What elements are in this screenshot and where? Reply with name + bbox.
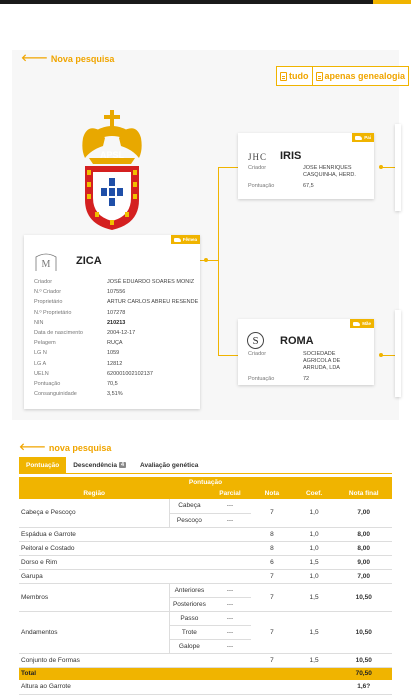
tree-connector	[200, 260, 218, 261]
gender-badge	[171, 235, 200, 244]
table-row	[19, 499, 392, 513]
subregion-cell	[169, 569, 208, 583]
table-row	[19, 680, 392, 694]
partial-cell: ---	[209, 611, 251, 625]
detail-label: LG N	[34, 350, 47, 357]
sire-badge-label: Pai	[364, 135, 371, 140]
partial-cell	[209, 569, 251, 583]
pdf-icon	[316, 72, 323, 81]
detail-label: Data de nascimento	[34, 330, 83, 337]
coef-cell: 1,5	[293, 611, 336, 653]
tree-connector	[218, 167, 238, 168]
grade-cell: 8	[251, 541, 293, 555]
detail-value: 67,5	[303, 183, 314, 190]
subregion-cell: Anteriores	[169, 583, 208, 597]
arrow-left-icon: 🡐	[21, 53, 48, 64]
detail-label: NIN	[34, 319, 44, 326]
final-cell: 9,00	[335, 555, 392, 569]
gender-badge-label: Fêmea	[182, 237, 197, 242]
coef-cell: 1,5	[293, 583, 336, 611]
detail-row	[248, 374, 363, 385]
tab-avalia-o-gen-tica[interactable]	[133, 457, 205, 473]
subregion-cell	[169, 527, 208, 541]
col-coef: Coef.	[293, 488, 336, 499]
detail-label: Criador	[248, 165, 267, 171]
dam-name: ROMA	[280, 335, 314, 347]
grade-cell: 7	[251, 583, 293, 611]
subregion-cell: Cabeça	[169, 499, 208, 513]
col-region: Região	[19, 488, 169, 499]
subregion-cell	[169, 541, 208, 555]
grade-cell: 7	[251, 653, 293, 667]
tab-descend-ncia[interactable]	[66, 457, 133, 473]
table-row	[19, 583, 392, 597]
score-group-header: Pontuação	[19, 477, 392, 488]
export-genealogy-label: apenas genealogia	[324, 71, 406, 81]
export-buttons	[276, 66, 409, 86]
sire-name: IRIS	[280, 150, 302, 162]
detail-value: 2004-12-17	[107, 330, 136, 337]
export-all-label: tudo	[289, 71, 309, 81]
detail-row	[34, 287, 198, 297]
detail-row	[34, 277, 198, 287]
tab-count-badge: 4	[120, 462, 125, 468]
total-value: 70,50	[335, 667, 392, 680]
horse-icon	[355, 136, 362, 140]
partial-cell: ---	[209, 499, 251, 513]
partial-cell	[209, 555, 251, 569]
partial-cell	[209, 527, 251, 541]
new-search-link[interactable]	[21, 54, 114, 64]
subject-card[interactable]	[24, 235, 200, 409]
new-search-bottom-label: nova pesquisa	[48, 443, 112, 453]
partial-cell: ---	[209, 597, 251, 611]
final-cell: 10,50	[335, 583, 392, 611]
subject-name: ZICA	[76, 255, 102, 267]
height-label: Altura ao Garrote	[19, 680, 169, 694]
subregion-cell	[169, 555, 208, 569]
detail-value: 107556	[107, 289, 126, 296]
sire-details	[248, 163, 363, 192]
pdf-icon	[280, 72, 287, 81]
dam-card[interactable]	[238, 319, 374, 385]
col-grade: Nota	[251, 488, 293, 499]
sire-card[interactable]	[238, 133, 374, 199]
detail-row	[34, 297, 198, 307]
table-row	[19, 541, 392, 555]
final-cell: 10,50	[335, 653, 392, 667]
detail-row	[34, 308, 198, 318]
horse-icon	[174, 238, 181, 242]
partial-cell: ---	[209, 639, 251, 653]
table-row	[19, 611, 392, 625]
breeder-brand-logo	[34, 251, 58, 273]
subregion-cell: Galope	[169, 639, 208, 653]
region-cell: Cabeça e Pescoço	[19, 499, 169, 527]
detail-value: SOCIEDADE AGRICOLA DE ARRUDA, LDA	[303, 351, 341, 372]
export-all-button[interactable]	[277, 67, 312, 85]
col-subregion	[169, 488, 208, 499]
subregion-cell: Posteriores	[169, 597, 208, 611]
tree-connector	[381, 167, 395, 168]
arrow-left-icon: 🡐	[19, 442, 46, 453]
coef-cell: 1,0	[293, 499, 336, 527]
breeder-brand-logo: JHC	[248, 152, 268, 162]
subregion-cell: Passo	[169, 611, 208, 625]
detail-label: N.º Criador	[34, 289, 62, 296]
export-genealogy-button[interactable]	[312, 67, 409, 85]
detail-row	[34, 379, 198, 389]
detail-value: JOSÉ EDUARDO SOARES MONIZ	[107, 279, 195, 286]
apsl-crest-logo	[77, 108, 147, 232]
detail-row	[34, 389, 198, 399]
grade-cell: 7	[251, 499, 293, 527]
subregion-cell	[169, 653, 208, 667]
detail-label: Criador	[34, 279, 53, 286]
tree-connector	[218, 355, 238, 356]
grandparent-card-edge[interactable]	[395, 310, 401, 397]
final-cell: 7,00	[335, 569, 392, 583]
final-cell: 8,00	[335, 541, 392, 555]
detail-label: N.º Proprietário	[34, 309, 72, 316]
detail-value: JOSE HENRIQUES CASQUINHA, HERD.	[303, 165, 356, 179]
detail-row	[34, 328, 198, 338]
detail-row	[34, 318, 198, 328]
detail-row	[248, 163, 363, 181]
table-row	[19, 527, 392, 541]
new-search-link-bottom[interactable]	[19, 443, 111, 453]
breeder-brand-text: S	[252, 334, 259, 347]
detail-value: 72	[303, 376, 310, 383]
grade-cell: 7	[251, 611, 293, 653]
final-cell: 7,00	[335, 499, 392, 527]
region-cell: Membros	[19, 583, 169, 611]
partial-cell	[209, 541, 251, 555]
dam-badge	[350, 319, 374, 328]
total-row	[19, 667, 392, 680]
region-cell: Garupa	[19, 569, 169, 583]
detail-row	[34, 348, 198, 358]
region-cell: Espádua e Garrote	[19, 527, 169, 541]
grade-cell: 7	[251, 569, 293, 583]
top-bar-accent	[373, 0, 411, 4]
sire-badge	[352, 133, 374, 142]
tab-label: Pontuação	[26, 461, 60, 469]
new-search-label: Nova pesquisa	[50, 54, 115, 64]
total-label: Total	[19, 667, 169, 680]
detail-label: Consanguinidade	[34, 391, 77, 398]
tab-label: Descendência	[73, 461, 117, 469]
final-cell: 8,00	[335, 527, 392, 541]
grade-cell: 6	[251, 555, 293, 569]
region-cell: Conjunto de Formas	[19, 653, 169, 667]
detail-label: Pontuação	[34, 380, 61, 387]
detail-value: 210213	[107, 319, 126, 326]
detail-label: Pontuação	[248, 183, 275, 190]
subregion-cell: Trote	[169, 625, 208, 639]
horse-icon	[353, 322, 360, 326]
tree-connector	[218, 167, 219, 355]
tab-pontua-o[interactable]	[19, 457, 66, 473]
subject-details	[34, 277, 198, 399]
region-cell: Peitoral e Costado	[19, 541, 169, 555]
detail-value: 1059	[107, 350, 120, 357]
detail-label: UELN	[34, 370, 49, 377]
dam-badge-label: Mãe	[362, 321, 371, 326]
detail-value: 107278	[107, 309, 126, 316]
breeder-brand-text: M	[41, 259, 51, 270]
coef-cell: 1,5	[293, 653, 336, 667]
coef-cell: 1,0	[293, 569, 336, 583]
final-cell: 10,50	[335, 611, 392, 653]
top-bar	[0, 0, 411, 4]
grandparent-card-edge[interactable]	[395, 124, 401, 211]
detail-row	[34, 359, 198, 369]
partial-cell	[209, 653, 251, 667]
height-value: 1,6?	[335, 680, 392, 694]
detail-value: RUÇA	[107, 340, 123, 347]
coef-cell: 1,5	[293, 555, 336, 569]
col-final: Nota final	[335, 488, 392, 499]
score-table	[19, 477, 392, 695]
breeder-brand-logo	[247, 332, 264, 349]
coef-cell: 1,0	[293, 541, 336, 555]
dam-details	[248, 349, 363, 386]
partial-cell: ---	[209, 625, 251, 639]
detail-row	[34, 338, 198, 348]
detail-row	[248, 349, 363, 374]
detail-label: LG A	[34, 360, 47, 367]
partial-cell: ---	[209, 513, 251, 527]
detail-value: 620001002102137	[107, 370, 153, 377]
tab-underline	[19, 473, 392, 474]
detail-value: 3,51%	[107, 391, 123, 398]
detail-label: Criador	[248, 351, 267, 357]
detail-row	[34, 369, 198, 379]
table-row	[19, 653, 392, 667]
tree-node-dot	[204, 258, 208, 262]
tree-connector	[381, 355, 395, 356]
detail-value: 12812	[107, 360, 123, 367]
detail-label: Pontuação	[248, 376, 275, 383]
table-row	[19, 555, 392, 569]
coef-cell: 1,0	[293, 527, 336, 541]
detail-row	[248, 181, 363, 192]
detail-tabs	[19, 457, 205, 473]
table-row	[19, 569, 392, 583]
detail-value: ARTUR CARLOS ABREU RESENDE	[107, 299, 199, 306]
crest-text: APSL	[99, 150, 125, 160]
grade-cell: 8	[251, 527, 293, 541]
tab-label: Avaliação genética	[140, 461, 199, 469]
detail-value: 70,5	[107, 380, 118, 387]
region-cell: Dorso e Rim	[19, 555, 169, 569]
col-partial: Parcial	[209, 488, 251, 499]
detail-label: Proprietário	[34, 299, 63, 306]
detail-label: Pelagem	[34, 340, 56, 347]
partial-cell: ---	[209, 583, 251, 597]
subregion-cell: Pescoço	[169, 513, 208, 527]
region-cell: Andamentos	[19, 611, 169, 653]
